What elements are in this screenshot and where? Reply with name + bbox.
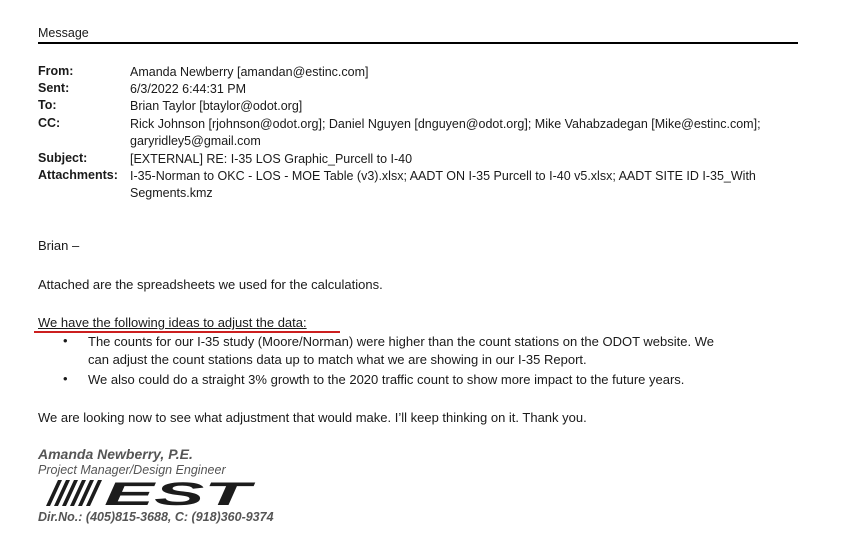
logo-lettering: EST: [104, 478, 256, 508]
paragraph-closing: We are looking now to see what adjustment that would make. I’ll keep thinking on it. Thank you.: [38, 410, 587, 425]
signature-contact: Dir.No.: (405)815-3688, C: (918)360-9374: [38, 510, 274, 524]
paragraph-attached: Attached are the spreadsheets we used for the calculations.: [38, 277, 383, 292]
cc-value-line2: garyridley5@gmail.com: [130, 134, 261, 148]
to-value: Brian Taylor [btaylor@odot.org]: [130, 99, 303, 113]
bullet-1-line1: The counts for our I-35 study (Moore/Norman) were higher than the count stations on the ODOT website. We: [88, 334, 714, 349]
ideas-heading: We have the following ideas to adjust the data:: [38, 315, 307, 330]
from-value: Amanda Newberry [amandan@estinc.com]: [130, 65, 369, 79]
bullet-marker: •: [63, 333, 68, 348]
greeting: Brian –: [38, 238, 80, 253]
attachments-value-line1: I-35-Norman to OKC - LOS - MOE Table (v3).xlsx; AADT ON I-35 Purcell to I-40 v5.xlsx; AADT SITE ID I-35_With: [130, 169, 756, 183]
attachments-label: Attachments:: [38, 168, 118, 182]
subject-label: Subject:: [38, 151, 88, 165]
attachments-value-line2: Segments.kmz: [130, 186, 213, 200]
sent-value: 6/3/2022 6:44:31 PM: [130, 82, 247, 96]
signature-title: Project Manager/Design Engineer: [38, 463, 226, 477]
cc-label: CC:: [38, 116, 61, 130]
from-label: From:: [38, 64, 74, 78]
to-label: To:: [38, 98, 57, 112]
bullet-marker: •: [63, 371, 68, 386]
message-title: Message: [38, 26, 89, 40]
subject-value: [EXTERNAL] RE: I-35 LOS Graphic_Purcell to I-40: [130, 152, 413, 166]
signature-name: Amanda Newberry, P.E.: [38, 446, 193, 462]
bullet-1-line2: can adjust the count stations data up to match what we are showing in our I-35 Report.: [88, 352, 587, 367]
header-divider: [38, 42, 798, 44]
cc-value-line1: Rick Johnson [rjohnson@odot.org]; Daniel Nguyen [dnguyen@odot.org]; Mike Vahabzadegan [Mike@estinc.com];: [130, 117, 761, 131]
est-logo: [36, 478, 256, 508]
sent-label: Sent:: [38, 81, 70, 95]
bullet-2-line1: We also could do a straight 3% growth to the 2020 traffic count to show more impact to the future years.: [88, 372, 685, 387]
